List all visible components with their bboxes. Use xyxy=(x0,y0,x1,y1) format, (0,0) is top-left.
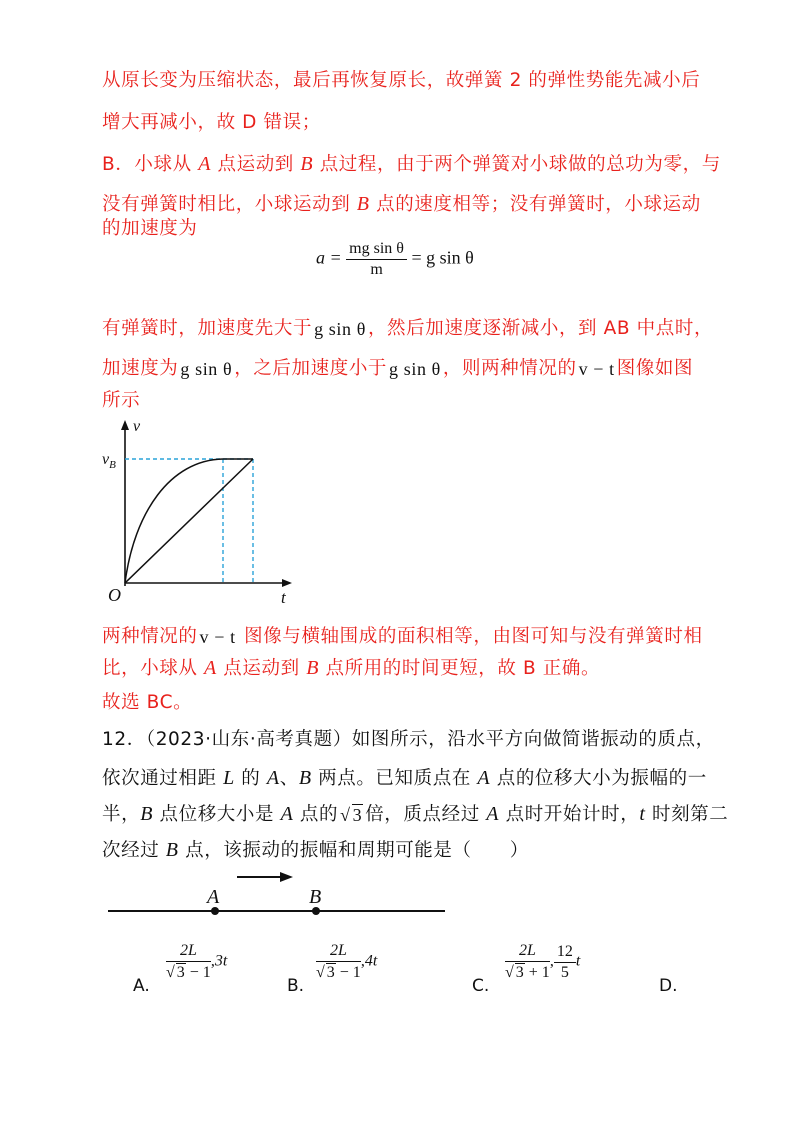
origin-label: O xyxy=(108,585,121,605)
explanation-line-4 xyxy=(102,190,701,216)
option-b-period: 4t xyxy=(364,952,378,970)
text-span: 图像与横轴围成的面积相等，由图可知与没有弹簧时相 xyxy=(237,626,703,647)
option-c-numerator: 2L xyxy=(505,942,550,962)
option-b-fraction xyxy=(316,942,361,982)
v-minus-t: v − t xyxy=(199,627,236,647)
explanation-line-2: 增大再减小，故 D 错误； xyxy=(102,112,321,133)
text-span: 半， xyxy=(102,804,141,825)
text-span: 比，小球从 xyxy=(102,658,204,679)
explanation-line-10 xyxy=(102,654,600,680)
option-c-period-denominator: 5 xyxy=(560,963,569,981)
g-sin-theta: g sin θ xyxy=(389,359,441,379)
option-a-comma: , xyxy=(210,952,215,970)
v-minus-t: v − t xyxy=(578,359,615,379)
explanation-line-3 xyxy=(102,150,721,176)
var-a: A xyxy=(198,153,212,175)
var-a: A xyxy=(280,803,294,825)
option-a-fraction xyxy=(166,942,211,982)
text-span: 点的速度相等；没有弹簧时，小球运动 xyxy=(369,194,701,215)
explanation-line-8: 所示 xyxy=(102,390,141,411)
explanation-line-5: 的加速度为 xyxy=(102,218,198,239)
text-span: 点位移大小是 xyxy=(153,804,281,825)
explanation-line-1: 从原长变为压缩状态，最后再恢复原长，故弹簧 2 的弹性势能先减小后 xyxy=(102,70,701,91)
text-span: 次经过 xyxy=(102,840,166,861)
no-spring-line xyxy=(125,459,253,583)
text-span: 点所用的时间更短，故 B 正确。 xyxy=(319,658,601,679)
text-span: 点的 xyxy=(293,804,339,825)
text-span: 点，该振动的振幅和周期可能是（ ） xyxy=(178,840,529,861)
oscillation-figure xyxy=(100,868,460,932)
text-span: 、 xyxy=(279,768,299,789)
option-b-math[interactable] xyxy=(316,942,377,982)
var-t: t xyxy=(639,803,646,825)
option-a-label[interactable]: A. xyxy=(133,976,150,996)
text-span: 加速度为 xyxy=(102,358,179,379)
var-a: A xyxy=(266,767,280,789)
text-span: 依次通过相距 xyxy=(102,768,224,789)
option-b-label[interactable]: B. xyxy=(287,976,305,996)
option-c-period-numerator: 12 xyxy=(554,943,576,963)
vb-subscript: B xyxy=(109,459,116,471)
var-l: L xyxy=(223,767,235,789)
option-c-comma: , xyxy=(549,952,554,970)
question-line-3 xyxy=(102,800,728,826)
text-span: 两点。已知质点在 xyxy=(311,768,478,789)
formula-fraction xyxy=(346,240,407,279)
explanation-line-11: 故选 BC。 xyxy=(102,692,193,713)
var-a: A xyxy=(486,803,500,825)
text-span: 点运动到 xyxy=(216,658,307,679)
text-span: ，然后加速度逐渐减小，到 AB 中点时， xyxy=(367,318,714,339)
point-b-label: B xyxy=(309,886,322,908)
text-span: 图像如图 xyxy=(616,358,694,379)
option-a-math[interactable] xyxy=(166,942,227,982)
text-span: ，则两种情况的 xyxy=(442,358,577,379)
text-span: 时刻第二 xyxy=(645,804,729,825)
point-a-label: A xyxy=(207,886,220,908)
var-b: B xyxy=(300,153,314,175)
t-axis-label: t xyxy=(281,588,286,607)
vb-label xyxy=(102,451,116,471)
sqrt-3: √ 3 xyxy=(340,805,363,825)
option-c-fraction xyxy=(505,942,550,982)
v-axis-label: v xyxy=(133,418,141,435)
formula-lhs: a = xyxy=(316,247,342,268)
explanation-line-6 xyxy=(102,314,713,340)
text-span: 点过程，由于两个弹簧对小球做的总功为零，与 xyxy=(313,154,721,175)
point-b-dot xyxy=(312,907,320,915)
v-axis-arrow xyxy=(121,420,129,430)
var-b: B xyxy=(298,767,312,789)
v-t-graph xyxy=(100,418,300,612)
g-sin-theta: g sin θ xyxy=(314,319,366,339)
option-c-period-fraction xyxy=(554,943,576,982)
text-span: B．小球从 xyxy=(102,154,199,175)
t-axis-arrow xyxy=(282,579,292,587)
text-span: ，之后加速度小于 xyxy=(234,358,388,379)
question-line-2 xyxy=(102,764,707,790)
option-c-denominator: √ 3 + 1 xyxy=(505,964,550,981)
var-a: A xyxy=(477,767,491,789)
option-b-comma: , xyxy=(360,952,365,970)
direction-arrow-head xyxy=(280,872,293,882)
formula-rhs: = g sin θ xyxy=(411,247,474,268)
point-a-dot xyxy=(211,907,219,915)
var-a: A xyxy=(203,657,217,679)
option-d-label[interactable]: D. xyxy=(659,976,678,996)
g-sin-theta: g sin θ xyxy=(180,359,233,379)
vb-letter: v xyxy=(102,451,110,468)
text-span: 点时开始计时， xyxy=(499,804,640,825)
option-a-numerator: 2L xyxy=(166,942,211,962)
text-span: 没有弹簧时相比，小球运动到 xyxy=(102,194,357,215)
option-a-period: 3t xyxy=(214,952,228,970)
option-b-numerator: 2L xyxy=(316,942,361,962)
option-c-period-t: t xyxy=(575,952,581,970)
formula-numerator: mg sin θ xyxy=(346,240,407,260)
formula-denominator: m xyxy=(370,261,383,278)
text-span: 两种情况的 xyxy=(102,626,198,647)
explanation-line-7 xyxy=(102,354,693,380)
var-b: B xyxy=(165,839,179,861)
option-c-math[interactable] xyxy=(505,942,580,982)
sqrt-radicand: 3 xyxy=(352,805,363,825)
text-span: 点运动到 xyxy=(211,154,301,175)
text-span: 的 xyxy=(234,768,267,789)
text-span: 倍，质点经过 xyxy=(365,804,487,825)
var-b: B xyxy=(140,803,154,825)
option-a-denominator: √ 3 − 1 xyxy=(166,964,211,981)
question-line-4 xyxy=(102,836,529,862)
option-c-label[interactable]: C. xyxy=(472,976,490,996)
var-b: B xyxy=(306,657,320,679)
question-line-1: 12．（2023·山东·高考真题）如图所示，沿水平方向做简谐振动的质点， xyxy=(102,729,715,750)
var-b: B xyxy=(356,193,370,215)
text-span: 点的位移大小为振幅的一 xyxy=(490,768,707,789)
option-b-denominator: √ 3 − 1 xyxy=(316,964,361,981)
acceleration-formula xyxy=(316,240,474,279)
explanation-line-9 xyxy=(102,622,703,648)
text-span: 有弹簧时，加速度先大于 xyxy=(102,318,313,339)
